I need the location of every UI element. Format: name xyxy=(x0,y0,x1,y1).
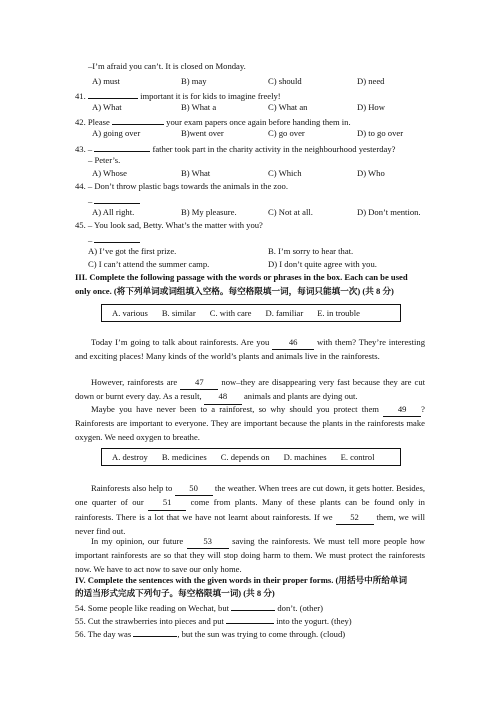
blank-52[interactable]: 52 xyxy=(336,511,374,525)
blank-50[interactable]: 50 xyxy=(175,482,213,496)
q41-number: 41. xyxy=(75,91,86,101)
q54 xyxy=(75,602,323,613)
q54-text-b: don’t. (other) xyxy=(277,603,324,613)
q55-text-a: 55. Cut the strawberries into pieces and put xyxy=(75,616,224,626)
word-box-1-item-e: E. in trouble xyxy=(317,307,360,318)
section-3-heading-line1: III. Complete the following passage with the words or phrases in the box. Each can be used xyxy=(75,272,408,282)
q43-number: 43. – xyxy=(75,144,93,154)
q44-stem: 44. – Don’t throw plastic bags towards the animals in the zoo. xyxy=(75,181,288,191)
q44-option-d: D) Don’t mention. xyxy=(357,207,421,217)
q40-option-b: B) may xyxy=(181,76,207,86)
passage-text: come from plants. Many of these plants can be found only in rainforests. There is a lot that we have not learnt about rainforests. If we xyxy=(75,497,425,522)
q55-blank[interactable] xyxy=(226,615,274,624)
word-box-1-item-c: C. with care xyxy=(209,307,252,318)
q42-option-a: A) going over xyxy=(92,128,141,138)
passage-text: Maybe you have never been to a rainforest, so why should you protect them xyxy=(91,404,379,414)
word-box-1-item-a: A. various xyxy=(112,307,148,318)
q45-reply-dash: – xyxy=(88,235,93,245)
q44-option-c: C) Not at all. xyxy=(268,207,313,217)
passage-text: Today I’m going to talk about rainforests. Are you xyxy=(91,337,270,347)
section-4-heading-line2: 的适当形式完成下列句子。每空格限填一词) (共 8 分) xyxy=(75,588,275,598)
word-box-2-item-d: D. machines xyxy=(283,451,327,462)
section-3-heading-line2: only once. (将下列单词或词组填入空格。每空格限填一词，每词只能填一次) (共 8 分) xyxy=(75,286,394,296)
blank-49[interactable]: 49 xyxy=(383,403,421,417)
q42-option-d: D) to go over xyxy=(357,128,404,138)
word-box-2-item-a: A. destroy xyxy=(112,451,148,462)
q55-text-b: into the yogurt. (they) xyxy=(276,616,352,626)
word-box-1 xyxy=(101,304,401,322)
q42-prefix: 42. Please xyxy=(75,117,110,127)
passage-paragraph-4 xyxy=(75,482,425,538)
q42-blank[interactable] xyxy=(112,116,164,125)
passage-text: now–they are disappearing very fast because they are cut down or burnt every day. As a result, xyxy=(75,377,426,402)
passage-paragraph-5 xyxy=(75,535,425,576)
q41-option-c: C) What an xyxy=(268,102,308,112)
section-4-heading-line1: IV. Complete the sentences with the given words in their proper forms. (用括号中所给单词 xyxy=(75,575,408,585)
q56 xyxy=(75,628,345,639)
q40-option-a: A) must xyxy=(92,76,120,86)
passage-text: the weather. When trees are cut down, it gets hotter. Besides, one quarter of our xyxy=(75,483,425,508)
q41-blank[interactable] xyxy=(88,90,138,99)
word-box-1-item-b: B. similar xyxy=(161,307,196,318)
q43-blank[interactable] xyxy=(94,143,150,152)
passage-text: Rainforests also help to xyxy=(91,483,173,493)
q44-option-a: A) All right. xyxy=(92,207,135,217)
q45-option-c: C) I can’t attend the summer camp. xyxy=(88,259,210,269)
q41-stem xyxy=(75,90,281,101)
passage-text: with them? They’re interesting and exciting places! Many kinds of the world’s plants and animals live in the rainforests. xyxy=(75,337,425,362)
q41-option-a: A) What xyxy=(92,102,122,112)
passage-text: animals and plants are dying out. xyxy=(243,391,358,402)
q45-blank[interactable] xyxy=(94,234,140,243)
q44-option-b: B) My pleasure. xyxy=(181,207,237,217)
word-box-2-item-b: B. medicines xyxy=(161,451,207,462)
q43-option-d: D) Who xyxy=(357,168,385,178)
q41-option-d: D) How xyxy=(357,102,385,112)
blank-51[interactable]: 51 xyxy=(148,496,186,510)
passage-text: saving the rainforests. We must tell more people how important rainforests are so that they will stop doing harm to them. We must protect the rainforests now. We have to act now to save our only home. xyxy=(75,536,426,574)
word-box-2 xyxy=(101,448,401,466)
q42-text: your exam papers once again before handing them in. xyxy=(166,117,351,127)
word-box-2-item-c: C. depends on xyxy=(220,451,270,462)
q45-option-d: D) I don’t quite agree with you. xyxy=(268,259,377,269)
q40-option-d: D) need xyxy=(357,76,385,86)
passage-text: ? Rainforests are important to everyone. They are important because the plants in the rainforests make oxygen. We need oxygen to breathe. xyxy=(75,404,425,442)
passage-text: them, we will never find out. xyxy=(75,511,425,536)
q54-text-a: 54. Some people like reading on Wechat, but xyxy=(75,603,230,613)
q45-reply xyxy=(88,234,140,245)
q44-reply xyxy=(88,195,140,206)
word-box-1-item-d: D. familiar xyxy=(265,307,304,318)
blank-47[interactable]: 47 xyxy=(180,376,218,390)
q41-text: important it is for kids to imagine freely! xyxy=(140,91,281,101)
passage-text: In my opinion, our future xyxy=(91,536,184,546)
blank-46[interactable]: 46 xyxy=(272,336,314,350)
passage-paragraph-1 xyxy=(75,336,425,364)
q43-stem xyxy=(75,143,395,154)
q45-stem: 45. – You look sad, Betty. What’s the matter with you? xyxy=(75,220,263,230)
q42-option-c: C) go over xyxy=(268,128,305,138)
q45-option-a: A) I’ve got the first prize. xyxy=(88,246,177,256)
q44-reply-dash: – xyxy=(88,196,93,206)
q40-option-c: C) should xyxy=(268,76,302,86)
q56-text-b: , but the sun was trying to come through. (cloud) xyxy=(177,629,346,639)
q54-blank[interactable] xyxy=(231,602,275,611)
passage-paragraph-3 xyxy=(75,403,425,444)
q56-text-a: 56. The day was xyxy=(75,629,132,639)
q40-text: –I’m afraid you can’t. It is closed on Monday. xyxy=(88,61,246,71)
q45-option-b: B. I’m sorry to hear that. xyxy=(268,246,354,256)
passage-text: However, rainforests are xyxy=(91,377,178,387)
word-box-2-item-e: E. control xyxy=(340,451,375,462)
q43-reply: – Peter’s. xyxy=(88,155,121,165)
q56-blank[interactable] xyxy=(133,628,177,637)
passage-paragraph-2 xyxy=(75,376,425,405)
q55 xyxy=(75,615,352,626)
blank-48[interactable]: 48 xyxy=(204,390,242,404)
q43-text: father took part in the charity activity in the neighbourhood yesterday? xyxy=(152,144,396,154)
q43-option-a: A) Whose xyxy=(92,168,127,178)
q43-option-b: B) What xyxy=(181,168,211,178)
q42-option-b: B)went over xyxy=(181,128,224,138)
blank-53[interactable]: 53 xyxy=(187,535,229,549)
q43-option-c: C) Which xyxy=(268,168,302,178)
q42-stem xyxy=(75,116,351,127)
q41-option-b: B) What a xyxy=(181,102,217,112)
q44-blank[interactable] xyxy=(94,195,140,204)
